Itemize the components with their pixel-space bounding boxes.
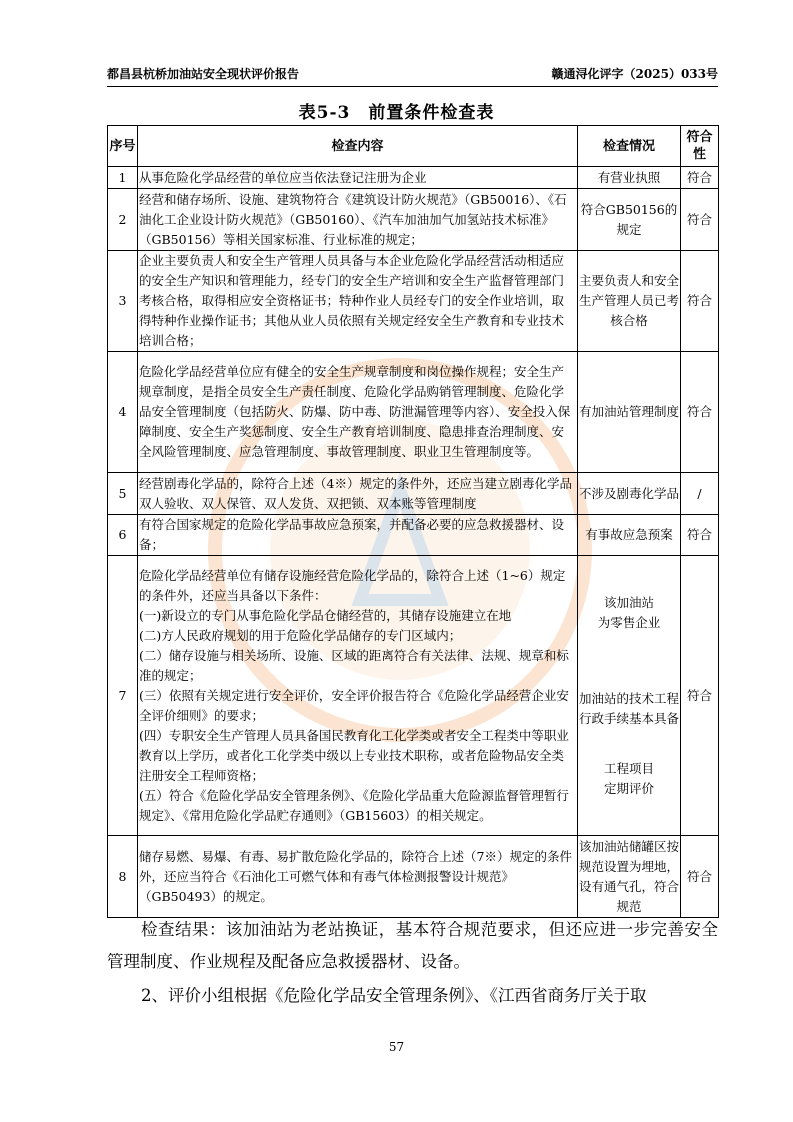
row-content: 储存易燃、易爆、有毒、易扩散危险化学品的，除符合上述（7※）规定的条件外，还应当符合《石油化工可燃气体和有毒气体检测报警设计规范》（GB50493）的规定。 (138, 836, 578, 918)
row-content (138, 556, 578, 836)
row-content: 企业主要负责人和安全生产管理人员具备与本企业危险化学品经营活动相适应的安全生产知识和管理能力，经专门的安全生产培训和安全生产监督管理部门考核合格，取得相应安全资格证书；特种作业人员经专门的安全作业培训，取得特种作业操作证书；其他从业人员依照有关规定经安全生产教育和专业技术培训合格； (138, 251, 578, 352)
status-line: 定期评价 (603, 780, 654, 796)
page-number: 57 (388, 1040, 405, 1054)
next-paragraph: 2、评价小组根据《危险化学品安全管理条例》、《江西省商务厅关于取 (141, 986, 647, 1005)
status-line: 加油站的技术工程行政手续基本具备 (579, 690, 680, 726)
status-line: 为零售企业 (597, 614, 661, 630)
table-row (108, 473, 719, 515)
table-row (108, 251, 719, 352)
row-conform: 符合 (681, 556, 719, 836)
table-row (108, 189, 719, 251)
page-header (107, 62, 718, 87)
row-conform: 符合 (681, 189, 719, 251)
table-row (108, 352, 719, 473)
row-no: 7 (108, 556, 138, 836)
header-report-number: 赣通浔化评字（2025）033号 (551, 67, 718, 81)
row-conform: / (681, 473, 719, 515)
col-header-content: 检查内容 (138, 126, 578, 167)
content-line: (五）符合《危险化学品安全管理条例》、《危险化学品重大危险源监督管理暂行规定》、《常用危险化学品贮存通则》（GB15603）的相关规定。 (139, 787, 569, 823)
content-line: (三）依照有关规定进行安全评价，安全评价报告符合《危险化学品经营企业安全评价细则》的要求； (139, 687, 569, 723)
row-status: 有事故应急预案 (578, 515, 681, 556)
row-conform: 符合 (681, 515, 719, 556)
row-status: 有加油站管理制度 (578, 352, 681, 473)
header-report-title: 都昌县杭桥加油站安全现状评价报告 (107, 67, 300, 81)
col-header-status: 检查情况 (578, 126, 681, 167)
table-title: 表5-3 前置条件检查表 (298, 103, 495, 123)
row-no: 5 (108, 473, 138, 515)
col-header-no: 序号 (108, 126, 138, 167)
content-line: (二）储存设施与相关场所、设施、区域的距离符合有关法律、法规、规章和标准的规定； (139, 647, 569, 683)
row-content: 危险化学品经营单位应有健全的安全生产规章制度和岗位操作规程；安全生产规章制度，是指全员安全生产责任制度、危险化学品购销管理制度、危险化学品安全管理制度（包括防火、防爆、防中毒、防泄漏管理等内容）、安全投入保障制度、安全生产奖惩制度、安全生产教育培训制度、隐患排查治理制度、安全风险管理制度、应急管理制度、事故管理制度、职业卫生管理制度等。 (138, 352, 578, 473)
content-line: (四）专职安全生产管理人员具备国民教育化工化学类或者安全工程类中等职业教育以上学历，或者化工化学类中级以上专业技术职称，或者危险物品安全类注册安全工程师资格； (139, 727, 569, 783)
row-no: 6 (108, 515, 138, 556)
row-no: 1 (108, 167, 138, 189)
status-spacer (579, 633, 679, 689)
row-content: 经营剧毒化学品的，除符合上述（4※）规定的条件外，还应当建立剧毒化学品双人验收、双人保管、双人发货、双把锁、双本账等管理制度 (138, 473, 578, 515)
row-status: 符合GB50156的规定 (578, 189, 681, 251)
precondition-check-table (107, 125, 719, 918)
row-status (578, 556, 681, 836)
status-spacer (579, 729, 679, 759)
row-content: 有符合国家规定的危险化学品事故应急预案，并配备必要的应急救援器材、设备； (138, 515, 578, 556)
row-no: 2 (108, 189, 138, 251)
table-row (108, 556, 719, 836)
table-row (108, 836, 719, 918)
row-status: 该加油站储罐区按规范设置为埋地，设有通气孔，符合规范 (578, 836, 681, 918)
row-status: 不涉及剧毒化学品 (578, 473, 681, 515)
status-line: 工程项目 (603, 760, 654, 776)
row-conform: 符合 (681, 836, 719, 918)
row-no: 8 (108, 836, 138, 918)
row-no: 3 (108, 251, 138, 352)
col-header-conform: 符合性 (681, 126, 719, 167)
row-conform: 符合 (681, 352, 719, 473)
status-line: 该加油站 (603, 594, 654, 610)
row-status: 主要负责人和安全生产管理人员已考核合格 (578, 251, 681, 352)
table-row (108, 167, 719, 189)
row-content: 从事危险化学品经营的单位应当依法登记注册为企业 (138, 167, 578, 189)
content-line: (二)方人民政府规划的用于危险化学品储存的专门区域内； (139, 627, 462, 643)
content-line: 危险化学品经营单位有储存设施经营危险化学品的，除符合上述（1~6）规定的条件外，还应当具备以下条件： (139, 567, 566, 603)
row-no: 4 (108, 352, 138, 473)
table-header-row (108, 126, 719, 167)
row-content: 经营和储存场所、设施、建筑物符合《建筑设计防火规范》（GB50016）、《石油化工企业设计防火规范》（GB50160）、《汽车加油加气加氢站技术标准》（GB50156）等相关国家标准、行业标准的规定； (138, 189, 578, 251)
row-status: 有营业执照 (578, 167, 681, 189)
content-line: (一)新设立的专门从事危险化学品仓储经营的，其储存设施建立在地 (139, 607, 512, 623)
table-row (108, 515, 719, 556)
row-conform: 符合 (681, 251, 719, 352)
check-result-paragraph: 检查结果：该加油站为老站换证，基本符合规范要求，但还应进一步完善安全管理制度、作业规程及配备应急救援器材、设备。 (107, 920, 718, 971)
row-conform: 符合 (681, 167, 719, 189)
